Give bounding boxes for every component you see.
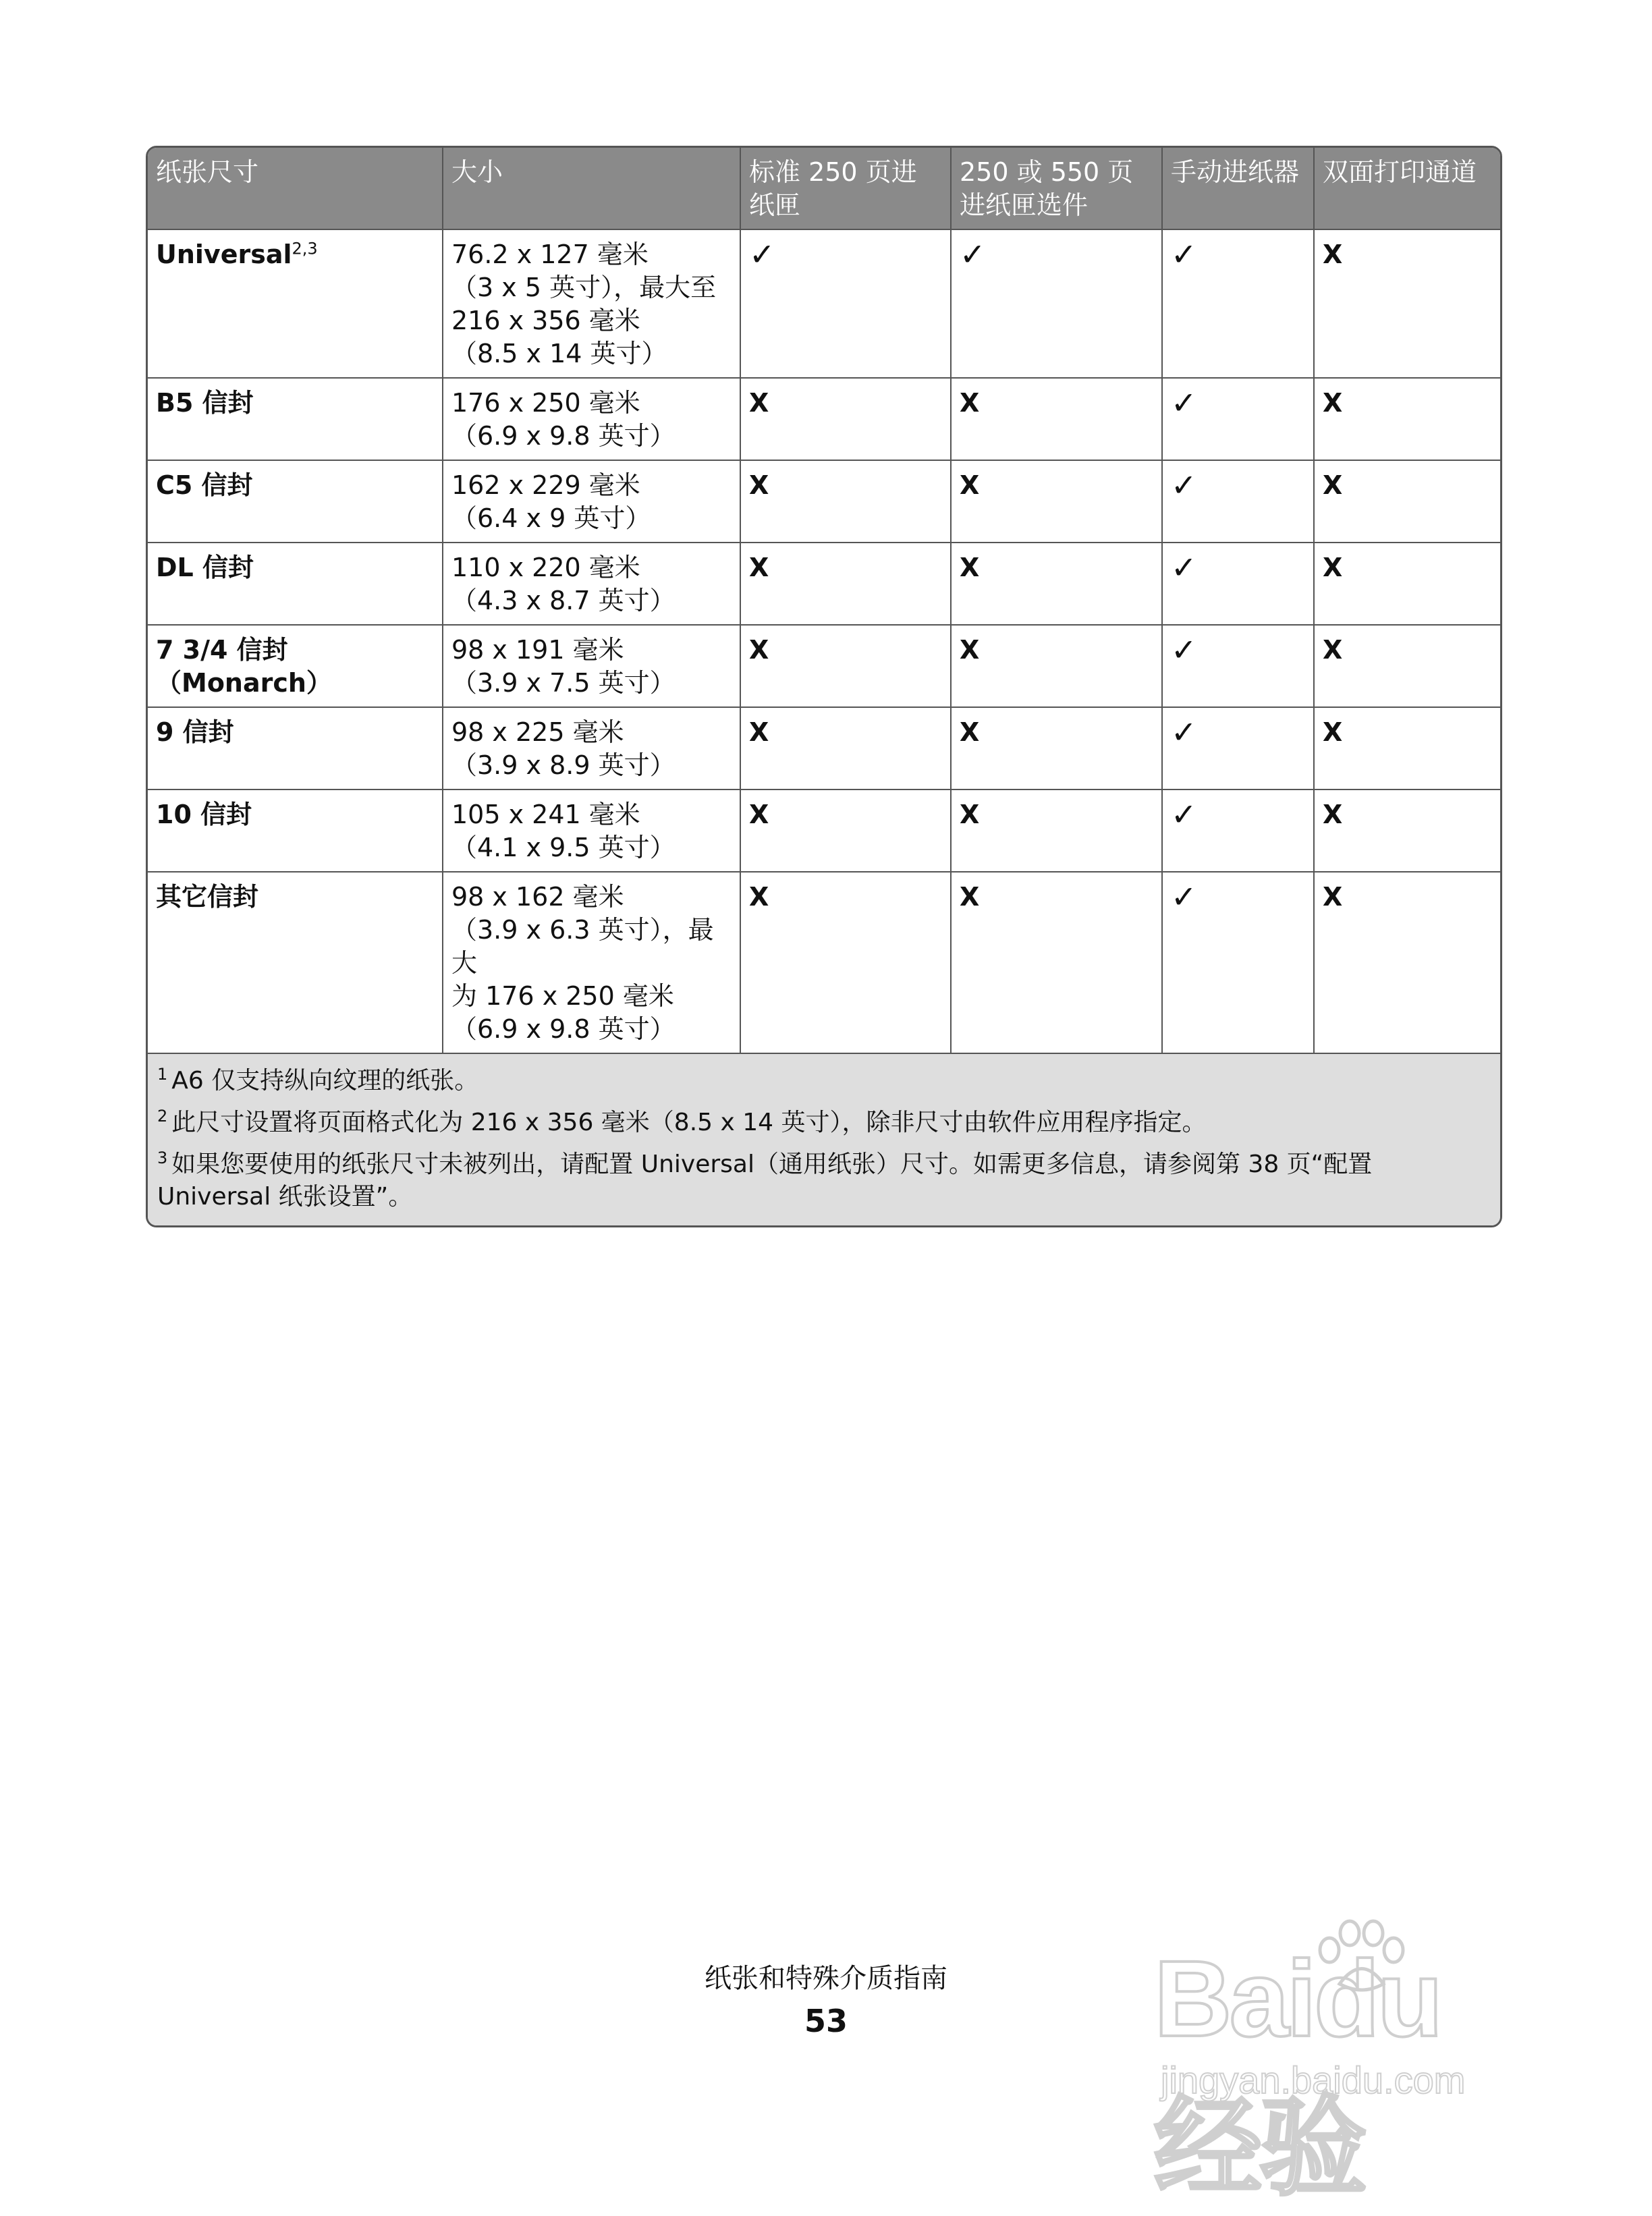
standard-tray-mark [740,460,951,543]
size-line: 76.2 x 127 毫米 [451,240,649,269]
cross-icon: X [749,717,769,747]
optional-tray-mark [951,543,1162,625]
optional-tray-mark [951,707,1162,790]
paper-name: 其它信封 [156,882,259,912]
cross-icon: X [960,470,980,500]
cross-icon: X [1323,800,1343,829]
footnotes-row [148,1053,1500,1225]
table-row [148,625,1500,707]
check-icon: ✓ [1171,549,1197,586]
duplex-mark [1314,872,1500,1053]
duplex-mark [1314,790,1500,872]
paper-size-table-container [146,146,1502,1227]
size-line: 176 x 250 毫米 [451,388,640,418]
check-icon: ✓ [1171,879,1197,915]
footnote-2 [157,1107,1491,1139]
duplex-mark [1314,460,1500,543]
footnote-3 [157,1148,1491,1213]
paper-name-cell-other-envelope [148,872,443,1053]
check-icon: ✓ [749,236,775,273]
paper-name: DL 信封 [156,553,254,582]
standard-tray-mark [740,378,951,460]
standard-tray-mark [740,625,951,707]
size-line: （6.9 x 9.8 英寸） [451,1014,676,1044]
size-line: 105 x 241 毫米 [451,800,640,829]
cross-icon: X [749,553,769,582]
manual-feeder-mark [1162,378,1314,460]
watermark-url: jingyan.baidu.com [1161,2059,1466,2101]
size-line: 为 176 x 250 毫米 [451,981,674,1011]
cross-icon: X [960,800,980,829]
standard-tray-mark [740,543,951,625]
footnote-1-number: 1 [157,1065,168,1084]
duplex-mark [1314,378,1500,460]
cross-icon: X [1323,635,1343,665]
check-icon: ✓ [1171,236,1197,273]
paper-size-table [148,148,1500,1225]
paper-name-cell-monarch-envelope [148,625,443,707]
check-icon: ✓ [1171,385,1197,421]
size-line: （3.9 x 8.9 英寸） [451,750,676,780]
table-row [148,543,1500,625]
check-icon: ✓ [1171,467,1197,503]
standard-tray-mark [740,872,951,1053]
size-cell [443,229,740,378]
paper-name-cell-envelope-10 [148,790,443,872]
footnote-2-text: 此尺寸设置将页面格式化为 216 x 356 毫米（8.5 x 14 英寸），除非尺寸由软件应用程序指定。 [171,1109,1207,1136]
cross-icon: X [749,882,769,912]
header-paper-size: 纸张尺寸 [148,148,443,229]
cross-icon: X [749,800,769,829]
cross-icon: X [749,635,769,665]
footnote-1-text: A6 仅支持纵向纹理的纸张。 [171,1067,479,1095]
paper-name: Universal [156,240,292,269]
paper-name: 9 信封 [156,717,234,747]
optional-tray-mark [951,790,1162,872]
standard-tray-mark [740,790,951,872]
cross-icon: X [960,635,980,665]
size-cell [443,707,740,790]
cross-icon: X [1323,553,1343,582]
footnote-1 [157,1065,1491,1097]
optional-tray-mark [951,872,1162,1053]
duplex-mark [1314,543,1500,625]
header-optional-tray: 250 或 550 页进纸匣选件 [951,148,1162,229]
size-line: （4.1 x 9.5 英寸） [451,833,676,862]
manual-feeder-mark [1162,229,1314,378]
size-line: 98 x 162 毫米 [451,882,624,912]
manual-feeder-mark [1162,543,1314,625]
table-body [148,229,1500,1053]
paper-name: 10 信封 [156,800,252,829]
optional-tray-mark [951,625,1162,707]
size-line: （3.9 x 7.5 英寸） [451,668,676,698]
size-line: 98 x 225 毫米 [451,717,624,747]
cross-icon: X [1323,470,1343,500]
optional-tray-mark [951,378,1162,460]
size-line: （3.9 x 6.3 英寸），最大 [451,915,714,978]
check-icon: ✓ [960,236,986,273]
size-line: 162 x 229 毫米 [451,470,640,500]
paper-name-cell-b5-envelope [148,378,443,460]
size-cell [443,625,740,707]
footnote-3-number: 3 [157,1148,168,1167]
watermark-logo: Baidu 经验 [1154,1938,1441,2208]
header-standard-tray: 标准 250 页进纸匣 [740,148,951,229]
cross-icon: X [1323,717,1343,747]
paper-name-cell-universal [148,229,443,378]
size-line: 98 x 191 毫米 [451,635,624,665]
header-manual-feeder: 手动进纸器 [1162,148,1314,229]
check-icon: ✓ [1171,714,1197,750]
size-line: （4.3 x 8.7 英寸） [451,586,676,615]
cross-icon: X [960,882,980,912]
duplex-mark [1314,625,1500,707]
cross-icon: X [1323,882,1343,912]
footnotes-cell [148,1053,1500,1225]
cross-icon: X [960,388,980,418]
header-size: 大小 [443,148,740,229]
standard-tray-mark [740,707,951,790]
size-cell [443,872,740,1053]
size-line: （6.4 x 9 英寸） [451,503,651,533]
manual-feeder-mark [1162,625,1314,707]
size-cell [443,378,740,460]
cross-icon: X [960,553,980,582]
table-row [148,460,1500,543]
manual-feeder-mark [1162,872,1314,1053]
manual-feeder-mark [1162,460,1314,543]
size-line: （3 x 5 英寸），最大至 [451,273,717,302]
check-icon: ✓ [1171,796,1197,833]
table-row [148,378,1500,460]
paper-name: C5 信封 [156,470,253,500]
duplex-mark [1314,229,1500,378]
duplex-mark [1314,707,1500,790]
optional-tray-mark [951,229,1162,378]
paper-name: B5 信封 [156,388,254,418]
size-cell [443,460,740,543]
header-duplex: 双面打印通道 [1314,148,1500,229]
paper-name-cell-dl-envelope [148,543,443,625]
size-cell [443,790,740,872]
cross-icon: X [960,717,980,747]
manual-feeder-mark [1162,707,1314,790]
table-header-row [148,148,1500,229]
table-row [148,790,1500,872]
paper-name: 7 3/4 信封（Monarch） [156,635,332,698]
table-row [148,229,1500,378]
size-line: 216 x 356 毫米 [451,306,640,335]
size-line: （6.9 x 9.8 英寸） [451,421,676,451]
footer-title: 纸张和特殊介质指南 [705,1963,947,1994]
size-cell [443,543,740,625]
table-row [148,707,1500,790]
cross-icon: X [1323,388,1343,418]
footnote-2-number: 2 [157,1107,168,1126]
manual-feeder-mark [1162,790,1314,872]
footnote-3-text: 如果您要使用的纸张尺寸未被列出，请配置 Universal（通用纸张）尺寸。如需更多信息，请参阅第 38 页“配置 Universal 纸张设置”。 [157,1151,1373,1211]
check-icon: ✓ [1171,632,1197,668]
paper-name-cell-envelope-9 [148,707,443,790]
cross-icon: X [749,470,769,500]
size-line: 110 x 220 毫米 [451,553,640,582]
cross-icon: X [1323,240,1343,269]
paper-name-cell-c5-envelope [148,460,443,543]
cross-icon: X [749,388,769,418]
standard-tray-mark [740,229,951,378]
paper-name-footnote-ref: 2,3 [292,239,318,258]
table-row [148,872,1500,1053]
baidu-watermark [1154,1916,1559,2208]
optional-tray-mark [951,460,1162,543]
size-line: （8.5 x 14 英寸） [451,339,667,368]
page-number: 53 [804,2003,848,2039]
